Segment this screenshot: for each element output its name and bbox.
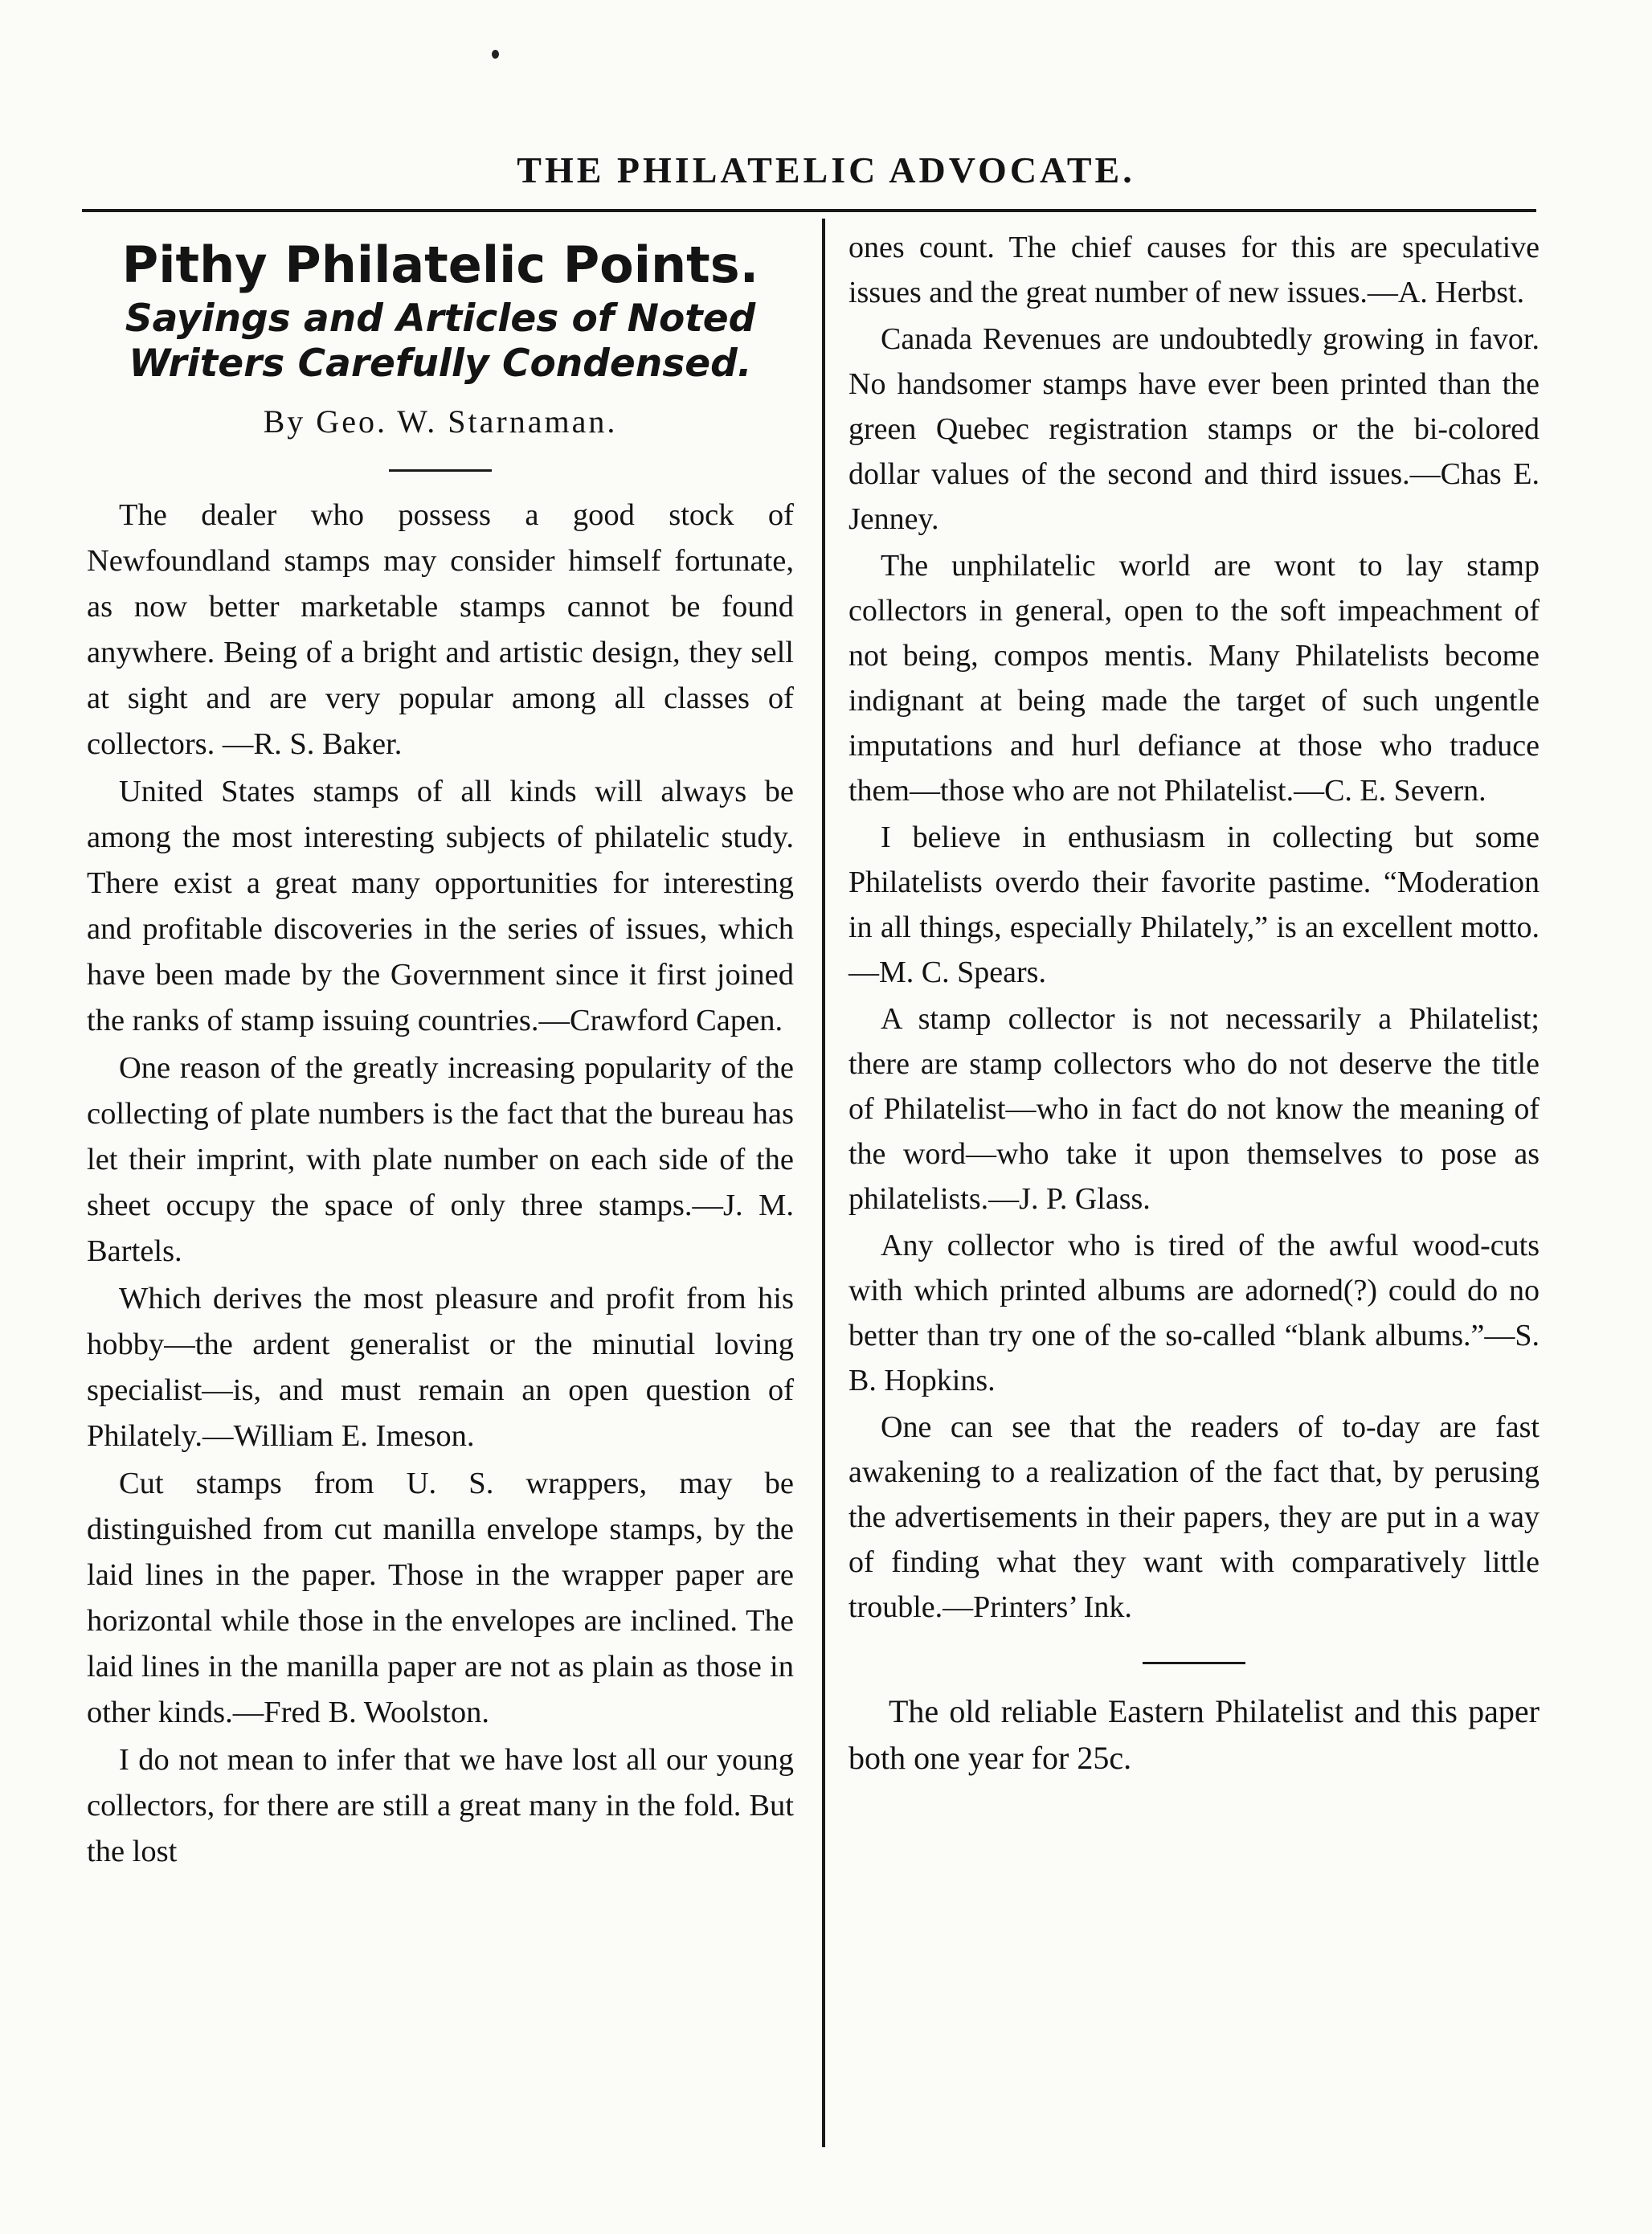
article-title: Pithy Philatelic Points. <box>121 235 759 294</box>
paragraph-baker: The dealer who possess a good stock of Newfoundland stamps may consider himself fortunate, as now better marketable stamps cannot be found anywhere. Being of a bright and artistic design, they sell at sight and are very popular among all classes of collectors. —R. S. Baker. <box>87 498 794 761</box>
header-rule <box>82 209 1536 212</box>
subscription-notice: The old reliable Eastern Philatelist and this paper both one year for 25c. <box>848 1693 1540 1776</box>
right-column <box>848 225 1540 1782</box>
paragraph-bartels: One reason of the greatly increasing popularity of the collecting of plate numbers is the fact that the bureau has let their imprint, with plate number on each side of the sheet occupy the space of only three stamps.—J. M. Bartels. <box>87 1051 794 1268</box>
ink-speck <box>492 50 499 59</box>
paragraph-herbst-end: ones count. The chief causes for this are speculative issues and the great number of new issues.—A. Herbst. <box>848 231 1540 309</box>
article-byline: By Geo. W. Starnaman. <box>263 403 618 440</box>
byline-separator <box>389 469 492 472</box>
paragraph-glass: A stamp collector is not necessarily a Philatelist; there are stamp collectors who do not deserve the title of Philatelist—who in fact do not know the meaning of the word—who take it upon themselves to pose as philatelists.—J. P. Glass. <box>848 1002 1540 1216</box>
running-head: THE PHILATELIC ADVOCATE. <box>517 149 1135 190</box>
paragraph-hopkins: Any collector who is tired of the awful wood-cuts with which printed albums are adorned(?) could do no better than try one of the so-called “blank albums.”—S. B. Hopkins. <box>848 1229 1540 1397</box>
column-divider <box>822 219 825 2147</box>
paragraph-herbst-start: I do not mean to infer that we have lost all our young collectors, for there are still a great many in the fold. But the lost <box>87 1743 794 1868</box>
paragraph-woolston: Cut stamps from U. S. wrappers, may be distinguished from cut manilla envelope stamps, by the laid lines in the paper. Those in the wrapper paper are horizontal while those in the envelopes are inclined. The laid lines in the manilla paper are not as plain as those in other kinds.—Fred B. Woolston. <box>87 1467 794 1729</box>
article-subtitle-line-2: Writers Carefully Condensed. <box>129 342 752 386</box>
paragraph-imeson: Which derives the most pleasure and profit from his hobby—the ardent generalist or the minutial loving specialist—is, and must remain an open question of Philately.—William E. Imeson. <box>87 1282 794 1453</box>
paragraph-severn: The unphilatelic world are wont to lay stamp collectors in general, open to the soft impeachment of not being, compos mentis. Many Philatelists become indignant at being made the target of such ungentle imputations and hurl defiance at those who traduce them—those who are not Philatelist.—C. E. Severn. <box>848 549 1540 808</box>
paragraph-spears: I believe in enthusiasm in collecting but some Philatelists overdo their favorite pastime. “Moderation in all things, especially Philately,” is an excellent motto. —M. C. Spears. <box>848 820 1540 989</box>
paragraph-jenney: Canada Revenues are undoubtedly growing in favor. No handsomer stamps have ever been printed than the green Quebec registration stamps or the bi-colored dollar values of the second and third issues.—Chas E. Jenney. <box>848 322 1540 536</box>
notice-separator <box>1143 1662 1245 1664</box>
paragraph-printers-ink: One can see that the readers of to-day are fast awakening to a realization of the fact that, by perusing the advertisements in their papers, they are put in a way of finding what they want with comparatively little trouble.—Printers’ Ink. <box>848 1410 1540 1624</box>
left-column <box>87 225 794 1876</box>
article-subtitle-line-1: Sayings and Articles of Noted <box>125 297 756 341</box>
paragraph-capen: United States stamps of all kinds will always be among the most interesting subjects of philatelic study. There exist a great many opportunities for interesting and profitable discoveries in the series of issues, which have been made by the Government since it first joined the ranks of stamp issuing countries.—Crawford Capen. <box>87 775 794 1037</box>
